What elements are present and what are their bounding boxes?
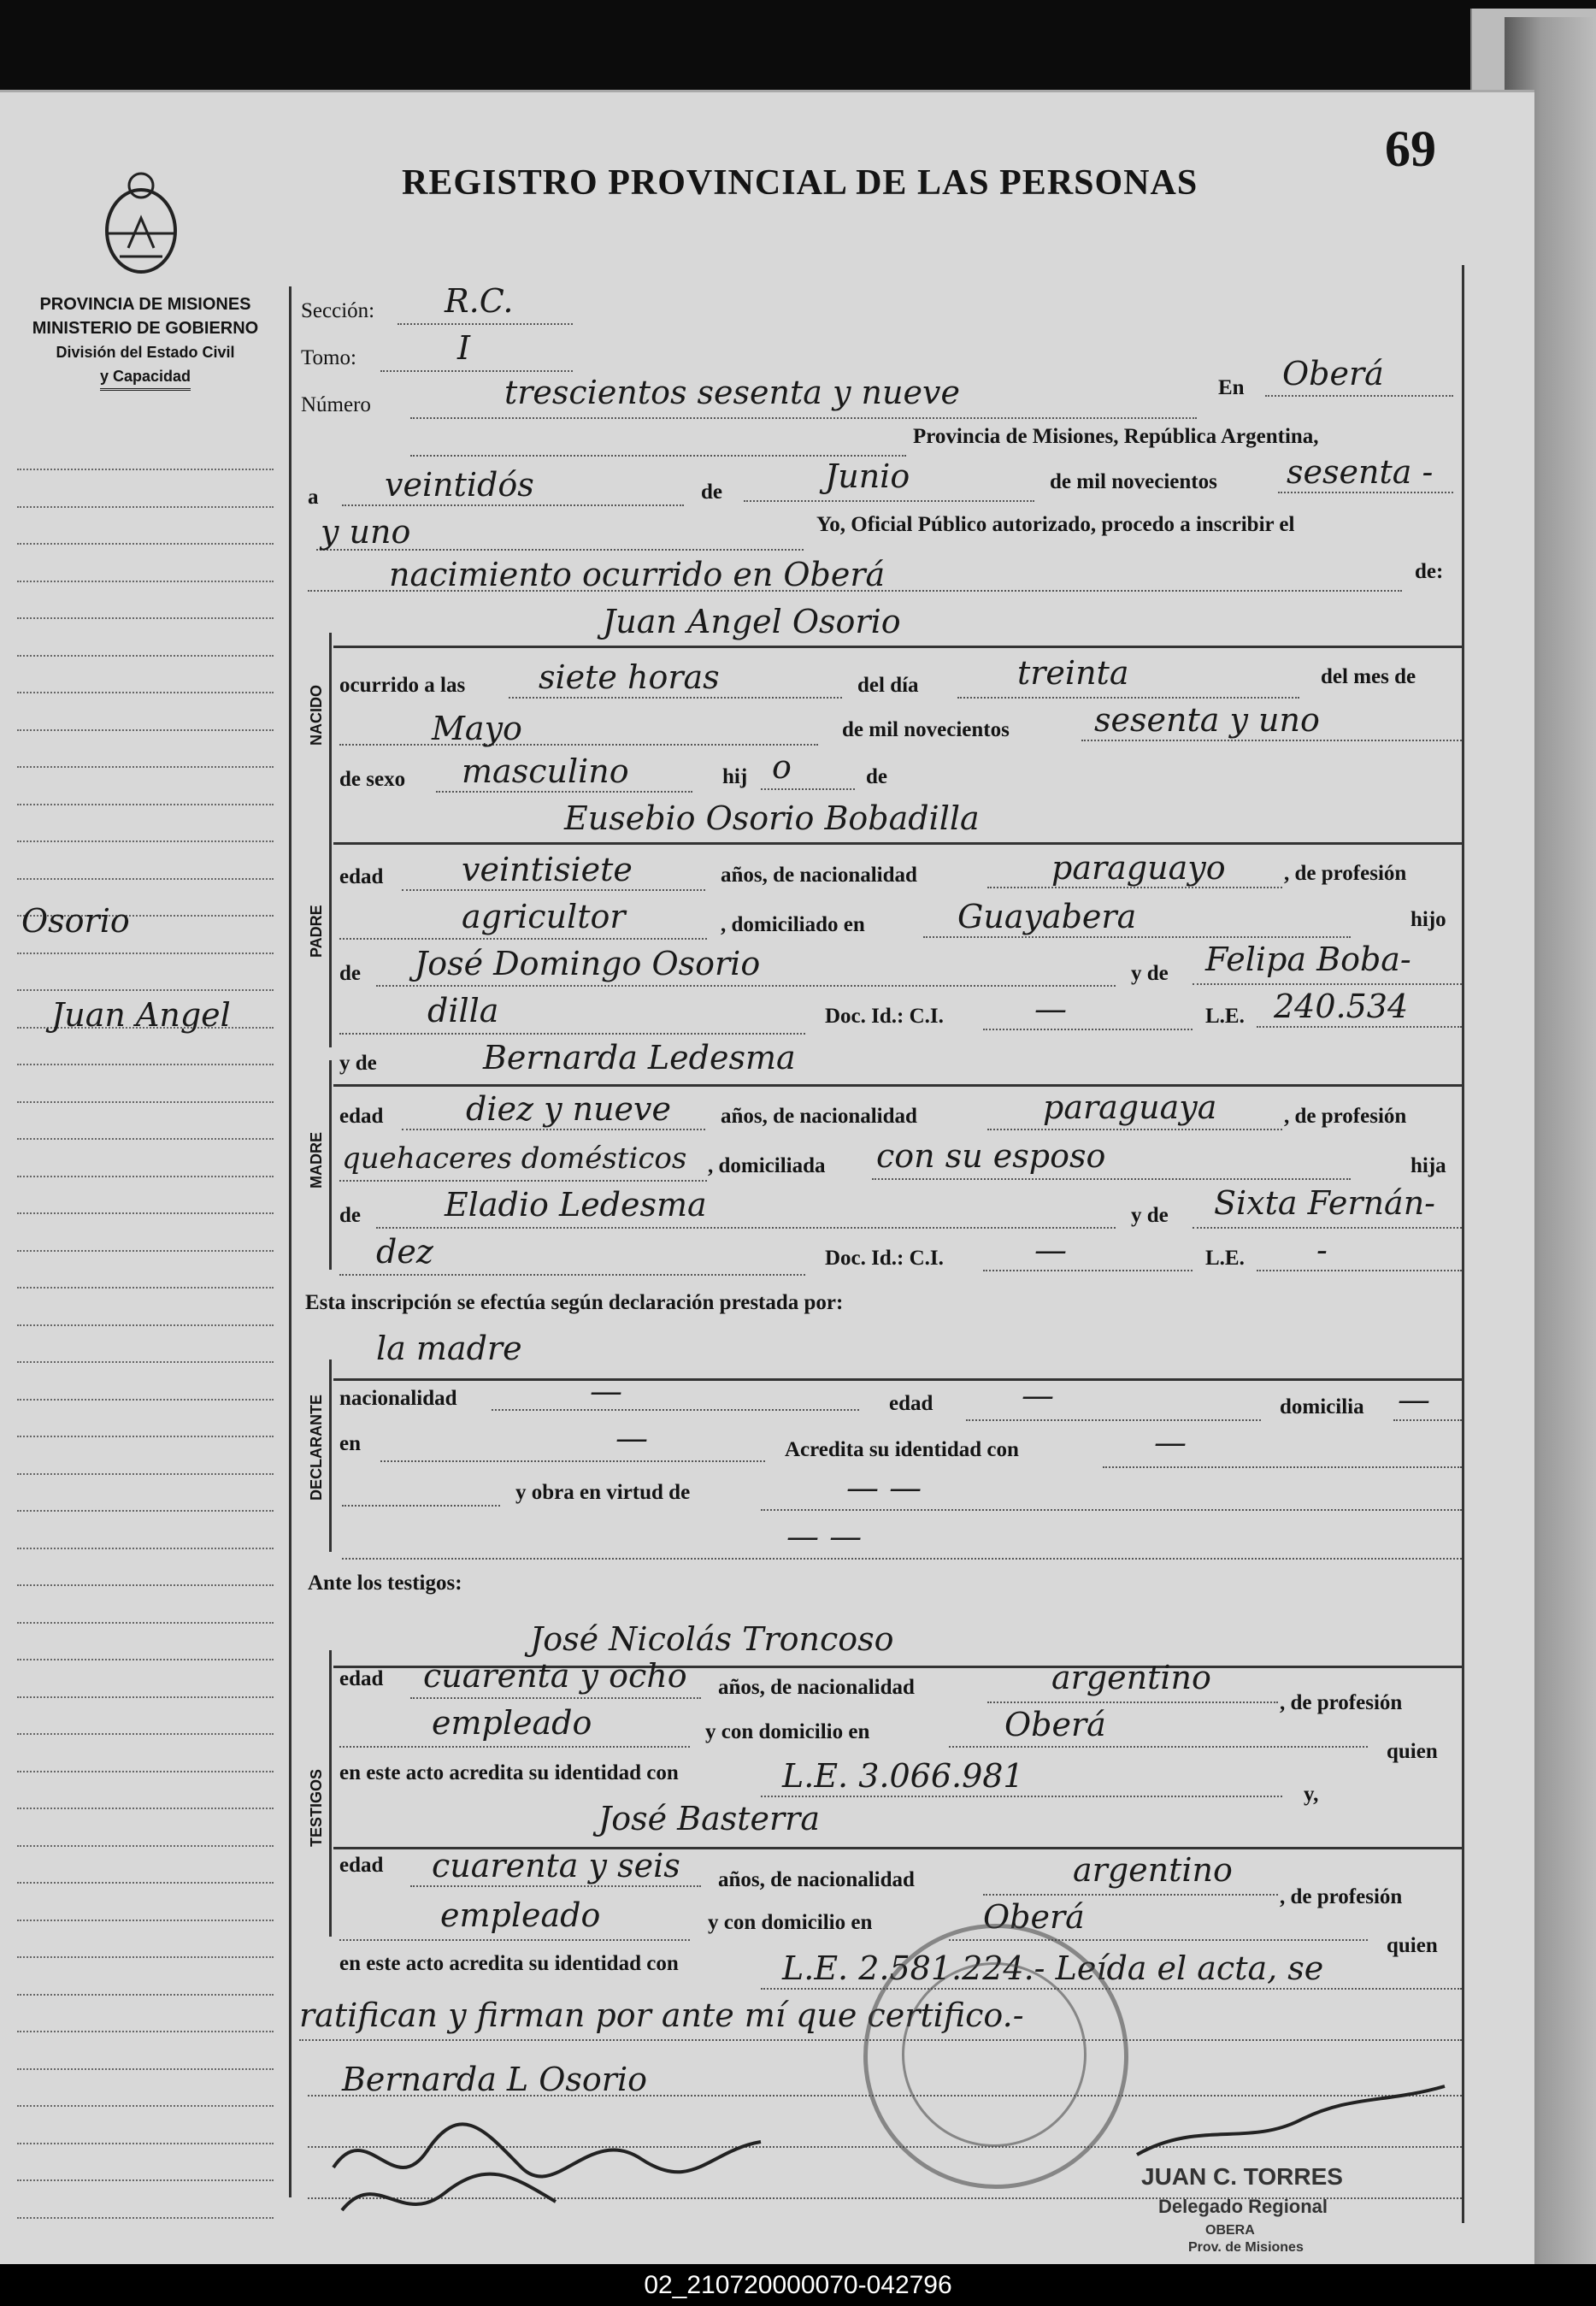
sidebar-ruled-line — [17, 2217, 274, 2219]
padre-madre-value-2: dilla — [427, 992, 499, 1029]
declarante-acredita-value: — — [1154, 1424, 1187, 1461]
madre-prof-label: , de profesión — [1284, 1105, 1407, 1128]
padre-dom-line — [923, 936, 1351, 938]
numero-line — [410, 417, 1197, 419]
en-line — [1265, 395, 1453, 397]
cierre-text: ratifican y firman por ante mí que certifico.- — [299, 1996, 1024, 2034]
padre-de-label: de — [339, 962, 361, 985]
declarante-acredita-line — [1103, 1466, 1462, 1468]
sidebar-ruled-line — [17, 1250, 274, 1252]
nacido-mes-value: Mayo — [432, 710, 522, 747]
testigo1-dom-value: Oberá — [1004, 1706, 1106, 1743]
sidebar-ruled-line — [17, 729, 274, 731]
madre-name: Bernarda Ledesma — [483, 1039, 796, 1076]
sidebar-ruled-line — [17, 1994, 274, 1996]
seccion-label: Sección: — [301, 299, 375, 322]
padre-prof-label: , de profesión — [1284, 862, 1407, 885]
padre-doc-label: Doc. Id.: C.I. — [825, 1005, 944, 1028]
declarante-bracket — [329, 1359, 332, 1552]
nacido-dia-value: treinta — [1017, 654, 1129, 692]
testigo2-acredita-label: en este acto acredita su identidad con — [339, 1952, 679, 1975]
sidebar-ruled-line — [17, 1212, 274, 1214]
sidebar-ruled-line — [17, 469, 274, 470]
sexo-label: de sexo — [339, 768, 406, 791]
madre-y-de2-label: y de — [1131, 1204, 1169, 1227]
padre-edad-label: edad — [339, 865, 384, 888]
testigo1-edad-label: edad — [339, 1667, 384, 1690]
madre-doc-label: Doc. Id.: C.I. — [825, 1247, 944, 1270]
padre-hijo-label: hijo — [1410, 908, 1446, 931]
testigos-bracket — [329, 1650, 332, 1937]
declarante-obra-line — [761, 1509, 1462, 1511]
footer-filename: 02_210720000070-042796 — [0, 2264, 1596, 2306]
madre-edad-label: edad — [339, 1105, 384, 1128]
sidebar-ruled-line — [17, 1659, 274, 1660]
seccion-line — [398, 323, 573, 325]
testigo2-edad-line — [410, 1885, 701, 1887]
declarante-edad-label: edad — [889, 1392, 933, 1415]
testigo2-prof-value: empleado — [440, 1896, 601, 1934]
sidebar-ruled-line — [17, 2031, 274, 2032]
sidebar-ruled-line — [17, 878, 274, 880]
sidebar-ruled-line — [17, 1361, 274, 1363]
issuer-division: División del Estado Civil — [56, 344, 235, 361]
hij-label: hij — [722, 765, 748, 788]
declarante-en-line — [380, 1460, 765, 1462]
sexo-value: masculino — [462, 752, 629, 790]
padre-le-value: 240.534 — [1274, 988, 1409, 1025]
declarante-nac-line — [492, 1409, 859, 1411]
hij-value: o — [772, 748, 792, 786]
padre-dom-value: Guayabera — [957, 898, 1137, 935]
madre-madre-value: Sixta Fernán- — [1214, 1184, 1436, 1222]
right-margin-rule — [1462, 265, 1464, 2223]
sidebar-ruled-line — [17, 543, 274, 545]
sidebar-ruled-line — [17, 1584, 274, 1586]
testigo2-nac-value: argentino — [1073, 1851, 1233, 1889]
testigo2-prof-line — [339, 1939, 690, 1941]
sidebar-ruled-line — [17, 1733, 274, 1735]
sidebar-ruled-line — [17, 506, 274, 508]
declarante-dom-value: — — [1398, 1381, 1430, 1418]
padre-prof-value: agricultor — [462, 898, 626, 935]
en-label: En — [1218, 376, 1245, 399]
yo-text: Yo, Oficial Público autorizado, procedo a inscribir el — [816, 513, 1295, 536]
declarante-intro: Esta inscripción se efectúa según declaración prestada por: — [305, 1291, 844, 1314]
sidebar-ruled-line — [17, 804, 274, 805]
sidebar-ruled-line — [17, 1548, 274, 1549]
declarante-en-label: en — [339, 1432, 361, 1455]
numero-label: Número — [301, 393, 371, 416]
declarante-obra-value-2: — — — [786, 1518, 863, 1555]
padre-name: Eusebio Osorio Bobadilla — [564, 799, 980, 837]
nacido-mil-label: de mil novecientos — [842, 718, 1010, 741]
padre-padre-line — [376, 985, 1116, 987]
sidebar-ruled-line — [17, 1287, 274, 1289]
nacido-mes-line — [339, 744, 818, 746]
testigo1-acredita-line — [761, 1796, 1282, 1797]
declarante-dom-line — [1393, 1419, 1462, 1421]
sidebar-ruled-line — [17, 1176, 274, 1177]
sidebar-ruled-line — [17, 840, 274, 842]
testigo1-nac-label: años, de nacionalidad — [718, 1676, 915, 1699]
nacido-dia-line — [957, 697, 1299, 699]
padre-edad-value: veintisiete — [462, 851, 633, 888]
del-mes-label: del mes de — [1321, 665, 1416, 688]
testigo2-dom-value: Oberá — [983, 1898, 1085, 1936]
page-number: 69 — [1385, 121, 1436, 177]
sidebar-ruled-line — [17, 1138, 274, 1140]
sidebar-ruled-line — [17, 1324, 274, 1326]
declarante-section-label: DECLARANTE — [308, 1395, 325, 1501]
sidebar-ruled-line — [17, 1622, 274, 1624]
declarante-obra2-line — [342, 1558, 1462, 1560]
madre-nac-value: paraguaya — [1043, 1088, 1217, 1126]
declarante-obra-label: y obra en virtud de — [515, 1481, 691, 1504]
seccion-value: R.C. — [445, 282, 514, 320]
madre-de-label: de — [339, 1204, 361, 1227]
hora-value: siete horas — [539, 658, 720, 696]
sidebar-ruled-line — [17, 989, 274, 991]
padre-section-label: PADRE — [308, 905, 325, 958]
madre-nac-label: años, de nacionalidad — [721, 1105, 917, 1128]
sidebar-ruled-line — [17, 2105, 274, 2107]
sidebar-ruled-line — [17, 692, 274, 693]
coat-of-arms-icon — [94, 167, 188, 278]
ocurrido-label: ocurrido a las — [339, 674, 466, 697]
padre-nac-line — [987, 887, 1282, 888]
tomo-value: I — [457, 329, 471, 367]
testigo1-dom-line — [949, 1746, 1368, 1748]
madre-prof-line — [339, 1180, 707, 1182]
sidebar-ruled-line — [17, 617, 274, 619]
declarante-obra-pre-line — [342, 1505, 500, 1507]
sidebar-ruled-line — [17, 2143, 274, 2144]
header-anio-value-2: y uno — [321, 513, 411, 551]
sidebar-ruled-line — [17, 1956, 274, 1958]
padre-doc-value: — — [1034, 990, 1067, 1028]
testigo2-edad-value: cuarenta y seis — [432, 1847, 680, 1884]
nacido-section-label: NACIDO — [308, 685, 325, 746]
padre-nac-label: años, de nacionalidad — [721, 864, 917, 887]
a-label: a — [308, 486, 319, 509]
left-margin-rule — [289, 286, 292, 2197]
madre-y-de-label: y de — [339, 1052, 377, 1075]
issuer-subdivision: y Capacidad — [100, 364, 191, 391]
sidebar-ruled-line — [17, 1101, 274, 1103]
sidebar-ruled-line — [17, 1436, 274, 1437]
sidebar-ruled-line — [17, 1845, 274, 1847]
testigo1-acredita-value: L.E. 3.066.981 — [782, 1757, 1024, 1795]
testigo1-name: José Nicolás Troncoso — [530, 1620, 894, 1658]
nacido-anio-value: sesenta y uno — [1094, 701, 1320, 739]
numero-value: trescientos sesenta y nueve — [504, 374, 960, 411]
testigo2-acredita-line — [761, 1988, 1462, 1990]
testigo2-nac-line — [983, 1894, 1278, 1896]
testigo1-dom-label: y con domicilio en — [705, 1720, 870, 1743]
madre-hija-label: hija — [1410, 1154, 1446, 1177]
nacimiento-value: nacimiento ocurrido en Oberá — [389, 556, 886, 593]
stamp-title: Delegado Regional — [1158, 2196, 1328, 2217]
madre-edad-line — [402, 1129, 705, 1130]
declarante-nac-value: — — [590, 1372, 622, 1410]
testigo1-quien-label: quien — [1387, 1740, 1438, 1763]
de-label: de — [701, 481, 722, 504]
padre-bracket — [329, 825, 332, 1047]
madre-doc-value: — — [1034, 1231, 1067, 1269]
madre-edad-value: diez y nueve — [466, 1090, 672, 1128]
signature-mother: Bernarda L Osorio — [342, 2061, 647, 2098]
testigo2-nac-label: años, de nacionalidad — [718, 1868, 915, 1891]
padre-le-label: L.E. — [1205, 1005, 1245, 1028]
madre-madre-line — [1193, 1227, 1462, 1229]
testigo1-prof-label: , de profesión — [1280, 1691, 1403, 1714]
testigo1-edad-line — [410, 1697, 701, 1699]
official-stamp — [863, 1924, 1128, 2189]
madre-madre-value-2: dez — [376, 1233, 433, 1271]
nacido-bracket — [329, 633, 332, 825]
issuer-ministry: MINISTERIO DE GOBIERNO — [32, 319, 259, 338]
sidebar-ruled-line — [17, 581, 274, 582]
declarante-en-value: — — [615, 1419, 648, 1457]
testigo1-acredita-label: en este acto acredita su identidad con — [339, 1761, 679, 1784]
testigo1-nac-line — [987, 1701, 1278, 1703]
sidebar-ruled-line — [17, 1064, 274, 1065]
margin-note-surname: Osorio — [21, 902, 130, 940]
provincia-line — [410, 455, 906, 457]
testigo2-acredita-value: L.E. 2.581.224.- Leída el acta, se — [782, 1949, 1324, 1987]
padre-dom-label: , domiciliado en — [721, 913, 865, 936]
header-dia-value: veintidós — [385, 466, 534, 504]
padre-doc-line — [983, 1029, 1193, 1030]
nacido-name-rule — [333, 646, 1462, 648]
testigo1-nac-value: argentino — [1051, 1659, 1211, 1696]
madre-prof-value: quehaceres domésticos — [342, 1141, 687, 1176]
testigo1-y-label: y, — [1304, 1783, 1319, 1806]
sidebar-ruled-line — [17, 1510, 274, 1512]
margin-note-names: Juan Angel — [51, 996, 231, 1034]
padre-y-de-label: y de — [1131, 962, 1169, 985]
sidebar-ruled-line — [17, 1696, 274, 1698]
provincia-text: Provincia de Misiones, República Argentina, — [913, 425, 1319, 448]
nacido-anio-line — [1081, 740, 1462, 741]
madre-le-label: L.E. — [1205, 1247, 1245, 1270]
madre-doc-line — [983, 1270, 1193, 1271]
header-anio-value-1: sesenta - — [1287, 453, 1434, 491]
madre-le-line — [1257, 1270, 1462, 1271]
madre-dom-value: con su esposo — [876, 1137, 1106, 1175]
document-title: REGISTRO PROVINCIAL DE LAS PERSONAS — [402, 163, 1198, 203]
nacido-name: Juan Angel Osorio — [603, 603, 901, 640]
anio-line — [1278, 492, 1453, 493]
tomo-label: Tomo: — [301, 346, 356, 369]
mil-label: de mil novecientos — [1050, 470, 1217, 493]
declarante-name-rule — [333, 1378, 1462, 1381]
madre-padre-line — [376, 1227, 1116, 1229]
padre-madre-line — [1193, 983, 1462, 985]
testigo2-name: José Basterra — [598, 1800, 821, 1837]
del-dia-label: del día — [857, 674, 919, 697]
de-end-label: de: — [1415, 560, 1444, 583]
registrar-signature-scribble — [1128, 2069, 1453, 2172]
testigo2-quien-label: quien — [1387, 1934, 1438, 1957]
testigos-intro: Ante los testigos: — [308, 1572, 462, 1595]
sidebar-ruled-line — [17, 766, 274, 768]
stamp-province: Prov. de Misiones — [1188, 2240, 1304, 2255]
hora-line — [509, 697, 842, 699]
sexo-line — [436, 791, 692, 793]
witness-signatures-scribble — [316, 2099, 880, 2227]
madre-name-rule — [333, 1084, 1462, 1087]
padre-prof-line — [339, 938, 707, 940]
declarante-name: la madre — [376, 1330, 522, 1367]
padre-name-rule — [333, 842, 1462, 845]
testigo2-prof-label: , de profesión — [1280, 1885, 1403, 1908]
declarante-dom-label: domicilia — [1280, 1395, 1364, 1418]
sidebar-ruled-line — [17, 952, 274, 954]
padre-padre-value: José Domingo Osorio — [415, 945, 761, 982]
sidebar-ruled-line — [17, 1920, 274, 1921]
sidebar-ruled-line — [17, 2068, 274, 2070]
padre-madre-value: Felipa Boba- — [1205, 941, 1411, 978]
madre-section-label: MADRE — [308, 1132, 325, 1188]
sidebar-ruled-line — [17, 655, 274, 657]
issuer-block — [9, 292, 282, 391]
madre-madre2-line — [339, 1274, 805, 1276]
padre-madre2-line — [339, 1033, 805, 1035]
issuer-province: PROVINCIA DE MISIONES — [39, 295, 251, 314]
sidebar-ruled-line — [17, 1399, 274, 1401]
madre-dom-line — [872, 1178, 1351, 1180]
padre-le-line — [1257, 1026, 1462, 1028]
nacido-de-label: de — [866, 765, 887, 788]
sidebar-ruled-line — [17, 2179, 274, 2181]
madre-dom-label: , domiciliada — [708, 1154, 826, 1177]
testigos-section-label: TESTIGOS — [308, 1768, 325, 1847]
tomo-line — [380, 370, 573, 372]
stamp-city: OBERA — [1205, 2223, 1255, 2238]
madre-padre-value: Eladio Ledesma — [445, 1186, 707, 1224]
testigo1-prof-value: empleado — [432, 1704, 592, 1742]
en-value: Oberá — [1282, 355, 1384, 392]
testigo2-edad-label: edad — [339, 1854, 384, 1877]
declarante-nac-label: nacionalidad — [339, 1387, 457, 1410]
madre-bracket — [329, 1060, 332, 1270]
testigo1-prof-line — [339, 1746, 690, 1748]
sidebar-ruled-line — [17, 1473, 274, 1475]
padre-edad-line — [402, 889, 705, 891]
dia-line — [342, 504, 684, 506]
hij-line — [761, 788, 855, 790]
madre-nac-line — [987, 1129, 1282, 1130]
declarante-obra-value: — — — [846, 1469, 922, 1507]
declarante-edad-value: — — [1022, 1377, 1054, 1414]
declarante-acredita-label: Acredita su identidad con — [785, 1438, 1019, 1461]
madre-le-value: - — [1316, 1231, 1328, 1269]
sidebar-ruled-line — [17, 1808, 274, 1809]
testigo1-edad-value: cuarenta y ocho — [423, 1657, 687, 1695]
sidebar-ruled-line — [17, 1882, 274, 1884]
mes-line — [744, 500, 1034, 502]
declarante-edad-line — [966, 1419, 1261, 1421]
padre-nac-value: paraguayo — [1051, 849, 1226, 887]
sidebar-ruled-line — [17, 1771, 274, 1772]
header-mes-value: Junio — [825, 457, 910, 495]
testigo2-dom-label: y con domicilio en — [708, 1911, 873, 1934]
stamp-name: JUAN C. TORRES — [1141, 2163, 1343, 2190]
